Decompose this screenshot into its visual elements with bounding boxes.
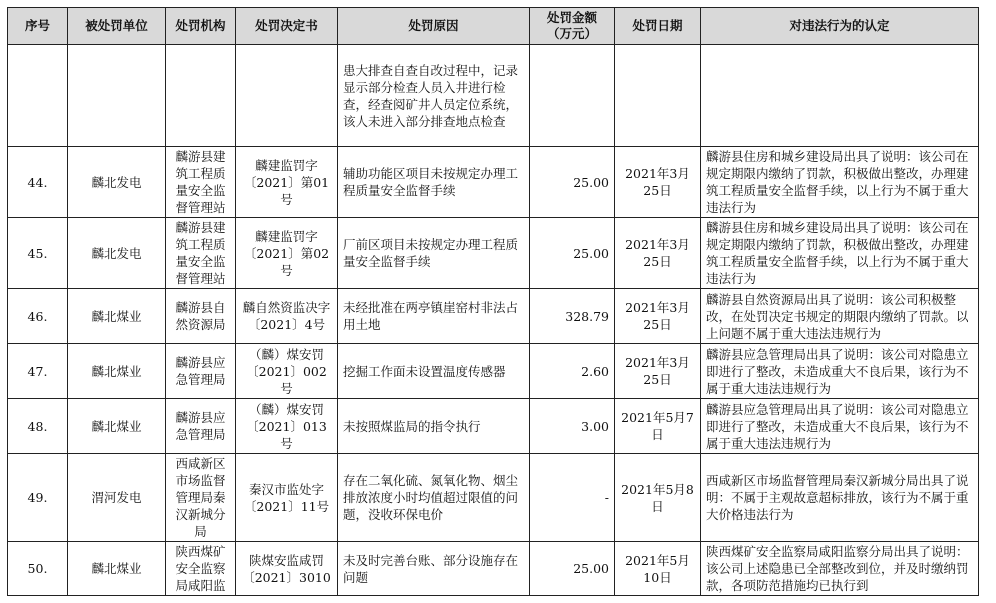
cell-decision: （麟）煤安罚〔2021〕013号 — [236, 399, 338, 454]
cell-finding: 麟游县住房和城乡建设局出具了说明：该公司在规定期限内缴纳了罚款，积极做出整改，办理建筑工程质量安全监督手续，以上行为不属于重大违法行为 — [701, 147, 979, 218]
cell-finding: 麟游县住房和城乡建设局出具了说明：该公司在规定期限内缴纳了罚款，积极做出整改，办理建筑工程质量安全监督手续，以上行为不属于重大违法行为 — [701, 218, 979, 289]
header-no: 序号 — [8, 8, 68, 45]
cell-agency: 麟游县建筑工程质量安全监督管理站 — [166, 218, 236, 289]
cell-finding: 麟游县应急管理局出具了说明：该公司对隐患立即进行了整改，未造成重大不良后果，该行为不属于重大违法违规行为 — [701, 344, 979, 399]
cell-party: 渭河发电 — [68, 454, 166, 542]
cell-reason: 存在二氧化硫、氮氧化物、烟尘排放浓度小时均值超过限值的问题，没收环保电价 — [338, 454, 530, 542]
cell-finding: 麟游县自然资源局出具了说明：该公司积极整改，在处罚决定书规定的期限内缴纳了罚款。以上问题不属于重大违法违规行为 — [701, 289, 979, 344]
cell-amount: 25.00 — [530, 147, 615, 218]
cell-finding: 麟游县应急管理局出具了说明：该公司对隐患立即进行了整改，未造成重大不良后果，该行为不属于重大违法违规行为 — [701, 399, 979, 454]
header-decision: 处罚决定书 — [236, 8, 338, 45]
table-row — [8, 45, 979, 147]
table-row — [8, 289, 979, 344]
cell-no: 47. — [8, 344, 68, 399]
cell-party: 麟北煤业 — [68, 289, 166, 344]
cell-decision: 麟建监罚字〔2021〕第02号 — [236, 218, 338, 289]
cell-party: 麟北发电 — [68, 147, 166, 218]
cell-amount: 25.00 — [530, 542, 615, 596]
cell-agency: 麟游县应急管理局 — [166, 399, 236, 454]
cell-reason: 患大排查自查自改过程中，记录显示部分检查人员入井进行检查，经查阅矿井人员定位系统，该人未进入部分排查地点检查 — [338, 45, 530, 147]
header-reason: 处罚原因 — [338, 8, 530, 45]
cell-no: 50. — [8, 542, 68, 596]
cell-date: 2021年3月25日 — [615, 344, 701, 399]
cell-amount: 2.60 — [530, 344, 615, 399]
cell-no: 49. — [8, 454, 68, 542]
cell-reason: 挖掘工作面未设置温度传感器 — [338, 344, 530, 399]
cell-date: 2021年5月10日 — [615, 542, 701, 596]
cell-date: 2021年3月25日 — [615, 147, 701, 218]
cell-decision: 陕煤安监咸罚〔2021〕3010 — [236, 542, 338, 596]
header-row — [8, 8, 979, 45]
cell-party: 麟北煤业 — [68, 399, 166, 454]
cell-reason: 未经批准在两亭镇崖窑村非法占用土地 — [338, 289, 530, 344]
header-party: 被处罚单位 — [68, 8, 166, 45]
cell-party: 麟北煤业 — [68, 344, 166, 399]
cell-no: 46. — [8, 289, 68, 344]
cell-amount: 328.79 — [530, 289, 615, 344]
cell-decision — [236, 45, 338, 147]
cell-no — [8, 45, 68, 147]
header-agency: 处罚机构 — [166, 8, 236, 45]
cell-finding: 西咸新区市场监督管理局秦汉新城分局出具了说明：不属于主观故意超标排放，该行为不属于重大价格违法行为 — [701, 454, 979, 542]
header-finding: 对违法行为的认定 — [701, 8, 979, 45]
cell-agency: 西咸新区市场监督管理局秦汉新城分局 — [166, 454, 236, 542]
cell-agency: 麟游县建筑工程质量安全监督管理站 — [166, 147, 236, 218]
cell-reason: 辅助功能区项目未按规定办理工程质量安全监督手续 — [338, 147, 530, 218]
cell-decision: 麟自然资监决字〔2021〕4号 — [236, 289, 338, 344]
cell-no: 44. — [8, 147, 68, 218]
cell-party — [68, 45, 166, 147]
table-row — [8, 218, 979, 289]
cell-date: 2021年5月8日 — [615, 454, 701, 542]
header-amount: 处罚金额（万元） — [530, 8, 615, 45]
table-row — [8, 454, 979, 542]
table-row — [8, 147, 979, 218]
table-row — [8, 399, 979, 454]
cell-decision: 麟建监罚字〔2021〕第01号 — [236, 147, 338, 218]
cell-amount: - — [530, 454, 615, 542]
cell-agency: 麟游县自然资源局 — [166, 289, 236, 344]
cell-amount: 3.00 — [530, 399, 615, 454]
cell-date: 2021年3月25日 — [615, 289, 701, 344]
cell-date: 2021年3月25日 — [615, 218, 701, 289]
cell-reason: 未及时完善台账、部分设施存在问题 — [338, 542, 530, 596]
cell-party: 麟北发电 — [68, 218, 166, 289]
table-row — [8, 542, 979, 596]
cell-amount: 25.00 — [530, 218, 615, 289]
cell-party: 麟北煤业 — [68, 542, 166, 596]
cell-finding — [701, 45, 979, 147]
cell-agency — [166, 45, 236, 147]
header-date: 处罚日期 — [615, 8, 701, 45]
cell-date: 2021年5月7日 — [615, 399, 701, 454]
cell-amount — [530, 45, 615, 147]
cell-no: 48. — [8, 399, 68, 454]
table-row — [8, 344, 979, 399]
penalty-table — [7, 7, 979, 596]
cell-finding: 陕西煤矿安全监察局咸阳监察分局出具了说明：该公司上述隐患已全部整改到位，并及时缴纳罚款，各项防范措施均已执行到 — [701, 542, 979, 596]
cell-agency: 陕西煤矿安全监察局咸阳监 — [166, 542, 236, 596]
cell-no: 45. — [8, 218, 68, 289]
cell-reason: 厂前区项目未按规定办理工程质量安全监督手续 — [338, 218, 530, 289]
cell-decision: 秦汉市监处字〔2021〕11号 — [236, 454, 338, 542]
cell-agency: 麟游县应急管理局 — [166, 344, 236, 399]
cell-date — [615, 45, 701, 147]
cell-decision: （麟）煤安罚〔2021〕002号 — [236, 344, 338, 399]
cell-reason: 未按照煤监局的指令执行 — [338, 399, 530, 454]
